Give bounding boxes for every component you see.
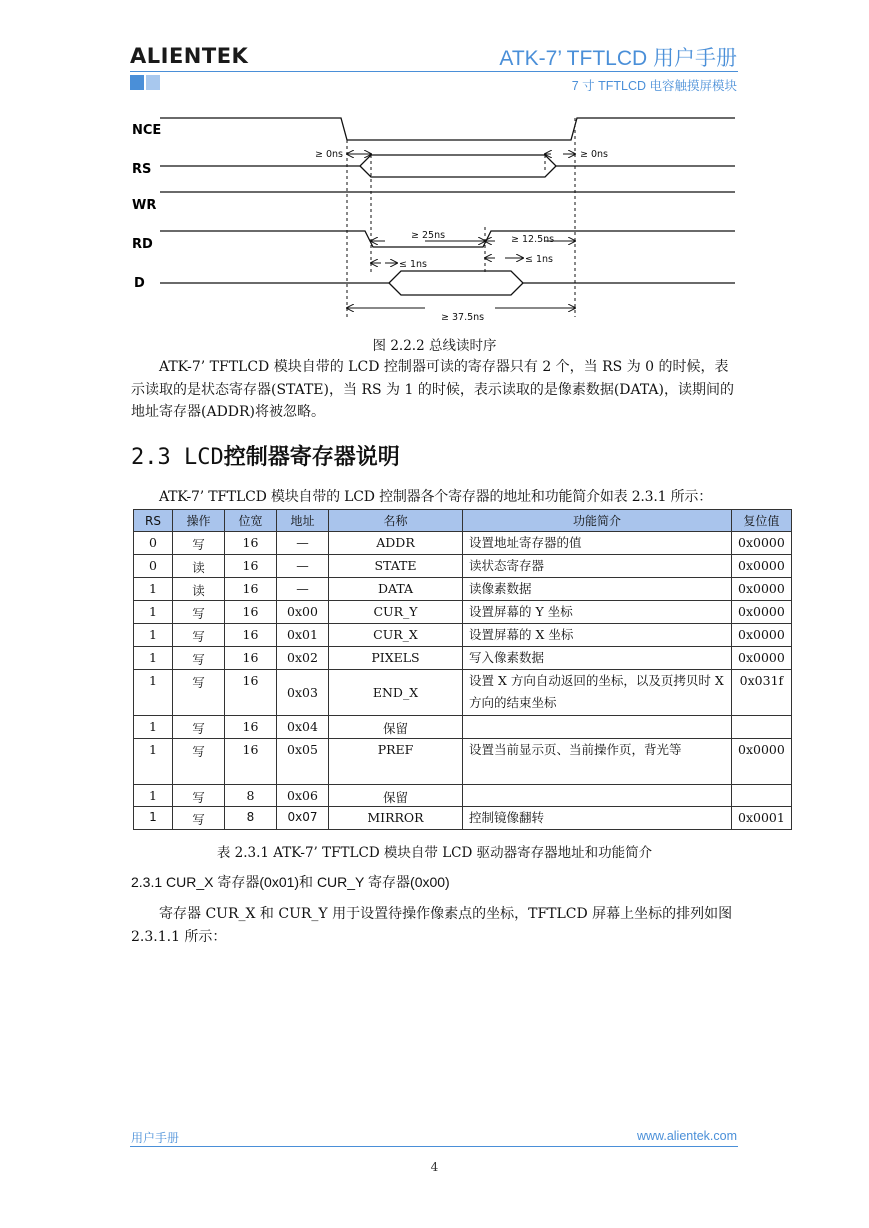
rd-waveform	[160, 231, 735, 247]
table-cell: 1	[134, 624, 173, 647]
register-table	[133, 509, 792, 830]
table-cell: 16	[225, 532, 277, 555]
table-cell: 1	[134, 578, 173, 601]
table-cell: 1	[134, 601, 173, 624]
table-cell: 写入像素数据	[463, 647, 732, 670]
table-cell: 0x00	[277, 601, 329, 624]
table-cell: 0x01	[277, 624, 329, 647]
table-cell: 写	[173, 532, 225, 555]
rs-waveform-top	[160, 155, 735, 166]
signal-label-rs: RS	[132, 162, 152, 177]
table-cell: —	[277, 578, 329, 601]
table-cell: 读	[173, 578, 225, 601]
table-caption: 表 2.3.1 ATK-7’ TFTLCD 模块自带 LCD 驱动器寄存器地址和功能简介	[216, 845, 653, 861]
column-header: RS	[134, 510, 173, 532]
table-cell	[732, 784, 792, 806]
table-cell: 写	[173, 807, 225, 830]
table-row	[134, 670, 792, 716]
table-cell: 1	[134, 784, 173, 806]
table-cell: 1	[134, 738, 173, 784]
table-row	[134, 624, 792, 647]
table-cell: 控制镜像翻转	[463, 807, 732, 830]
d-waveform-top	[160, 271, 735, 283]
table-cell: 0x031f	[732, 670, 792, 716]
column-header: 功能简介	[463, 510, 732, 532]
table-cell: 0x05	[277, 738, 329, 784]
table-cell: 设置地址寄存器的值	[463, 532, 732, 555]
table-cell: 16	[225, 555, 277, 578]
table-intro: ATK-7’ TFTLCD 模块自带的 LCD 控制器各个寄存器的地址和功能简介如表 2.3.1 所示：	[159, 489, 712, 505]
table-cell: 写	[173, 784, 225, 806]
column-header: 地址	[277, 510, 329, 532]
table-row	[134, 716, 792, 738]
table-cell: 16	[225, 647, 277, 670]
table-header-row	[134, 510, 792, 532]
table-cell: END_X	[329, 670, 463, 716]
table-cell: 16	[225, 578, 277, 601]
signal-label-rd: RD	[132, 237, 153, 252]
table-cell: 0	[134, 555, 173, 578]
table-cell: 16	[225, 670, 277, 716]
d-delay-label: ≤ 1ns	[399, 259, 427, 270]
signal-label-wr: WR	[132, 198, 157, 213]
table-cell: 0x02	[277, 647, 329, 670]
table-cell: 0x06	[277, 784, 329, 806]
table-row	[134, 555, 792, 578]
column-header: 位宽	[225, 510, 277, 532]
table-cell: 1	[134, 670, 173, 716]
footer-website-link[interactable]: www.alientek.com	[636, 1129, 737, 1143]
table-cell: 写	[173, 670, 225, 716]
table-cell: 16	[225, 601, 277, 624]
table-row	[134, 807, 792, 830]
header-divider	[130, 71, 738, 72]
section-title: 控制器寄存器说明	[223, 445, 400, 470]
table-row	[134, 532, 792, 555]
table-row	[134, 784, 792, 806]
table-row	[134, 578, 792, 601]
table-cell: 设置屏幕的 Y 坐标	[463, 601, 732, 624]
intro-paragraph: ATK-7’ TFTLCD 模块自带的 LCD 控制器可读的寄存器只有 2 个，当 RS 为 0 的时候，表示读取的是状态寄存器(STATE)，当 RS 为 1 的时候，表示读取的是像素数据(DATA)，读期间的地址寄存器(ADDR)将被忽略。	[131, 359, 735, 420]
footer-manual-label: 用户手册	[131, 1131, 180, 1145]
nce-waveform	[160, 118, 735, 140]
table-row	[134, 647, 792, 670]
table-cell: DATA	[329, 578, 463, 601]
rs-setup-label: ≥ 0ns	[315, 149, 343, 160]
table-cell	[732, 716, 792, 738]
table-cell: 0x0000	[732, 647, 792, 670]
signal-label-nce: NCE	[132, 123, 162, 138]
rd-high-label: ≥ 12.5ns	[511, 234, 555, 245]
table-cell: 读状态寄存器	[463, 555, 732, 578]
table-cell: 设置 X 方向自动返回的坐标，以及页拷贝时 X 方向的结束坐标	[463, 670, 732, 716]
rd-low-label: ≥ 25ns	[411, 230, 446, 241]
table-cell	[463, 784, 732, 806]
table-cell: STATE	[329, 555, 463, 578]
d-waveform-bottom	[389, 283, 523, 295]
table-cell: 写	[173, 647, 225, 670]
table-cell	[463, 716, 732, 738]
table-cell: 读	[173, 555, 225, 578]
table-cell: 16	[225, 624, 277, 647]
table-cell: 0x0000	[732, 738, 792, 784]
rs-hold-label: ≥ 0ns	[580, 149, 608, 160]
brand-logo: ALIENTEK	[130, 44, 249, 68]
table-cell: CUR_X	[329, 624, 463, 647]
subsection-heading: 2.3.1 CUR_X 寄存器(0x01)和 CUR_Y 寄存器(0x00)	[131, 874, 450, 890]
table-cell: 16	[225, 716, 277, 738]
table-cell: 16	[225, 738, 277, 784]
signal-label-d: D	[134, 276, 145, 291]
table-cell: 0x0000	[732, 601, 792, 624]
section-number: 2.3 LCD	[131, 445, 224, 470]
table-cell: 8	[225, 807, 277, 830]
table-cell: 0x03	[277, 670, 329, 716]
table-cell: 设置屏幕的 X 坐标	[463, 624, 732, 647]
header-accent-block-light	[146, 75, 160, 90]
table-cell: 0x0000	[732, 532, 792, 555]
page-number: 4	[430, 1160, 439, 1174]
table-cell: 设置当前显示页、当前操作页，背光等	[463, 738, 732, 784]
table-cell: 保留	[329, 716, 463, 738]
table-row	[134, 738, 792, 784]
header-accent-block	[130, 75, 144, 90]
table-cell: —	[277, 532, 329, 555]
document-title: ATK-7’ TFTLCD 用户手册	[499, 47, 737, 70]
table-cell: CUR_Y	[329, 601, 463, 624]
table-cell: 0x0000	[732, 555, 792, 578]
table-cell: 0x04	[277, 716, 329, 738]
table-cell: 读像素数据	[463, 578, 732, 601]
table-cell: 1	[134, 647, 173, 670]
table-cell: 8	[225, 784, 277, 806]
column-header: 复位值	[732, 510, 792, 532]
cycle-label: ≥ 37.5ns	[441, 312, 485, 323]
column-header: 名称	[329, 510, 463, 532]
table-row	[134, 601, 792, 624]
table-cell: MIRROR	[329, 807, 463, 830]
bus-read-timing-diagram	[125, 112, 745, 327]
table-cell: —	[277, 555, 329, 578]
table-cell: 写	[173, 716, 225, 738]
footer-divider	[130, 1146, 738, 1147]
body-paragraph: 寄存器 CUR_X 和 CUR_Y 用于设置待操作像素点的坐标，TFTLCD 屏幕上坐标的排列如图 2.3.1.1 所示：	[131, 906, 733, 945]
table-cell: PIXELS	[329, 647, 463, 670]
table-cell: 0x0000	[732, 578, 792, 601]
table-cell: 写	[173, 601, 225, 624]
table-cell: 0	[134, 532, 173, 555]
d-hold-label: ≤ 1ns	[525, 254, 553, 265]
table-cell: 0x0001	[732, 807, 792, 830]
section-heading	[131, 440, 400, 471]
column-header: 操作	[173, 510, 225, 532]
figure-caption: 图 2.2.2 总线读时序	[372, 338, 497, 354]
table-cell: 0x0000	[732, 624, 792, 647]
table-cell: 1	[134, 807, 173, 830]
table-cell: 1	[134, 716, 173, 738]
rs-waveform-bottom	[360, 166, 556, 177]
table-cell: 0x07	[277, 807, 329, 830]
document-subtitle: 7 寸 TFTLCD 电容触摸屏模块	[571, 79, 737, 93]
table-cell: 保留	[329, 784, 463, 806]
table-cell: 写	[173, 624, 225, 647]
table-cell: 写	[173, 738, 225, 784]
table-cell: ADDR	[329, 532, 463, 555]
table-cell: PREF	[329, 738, 463, 784]
